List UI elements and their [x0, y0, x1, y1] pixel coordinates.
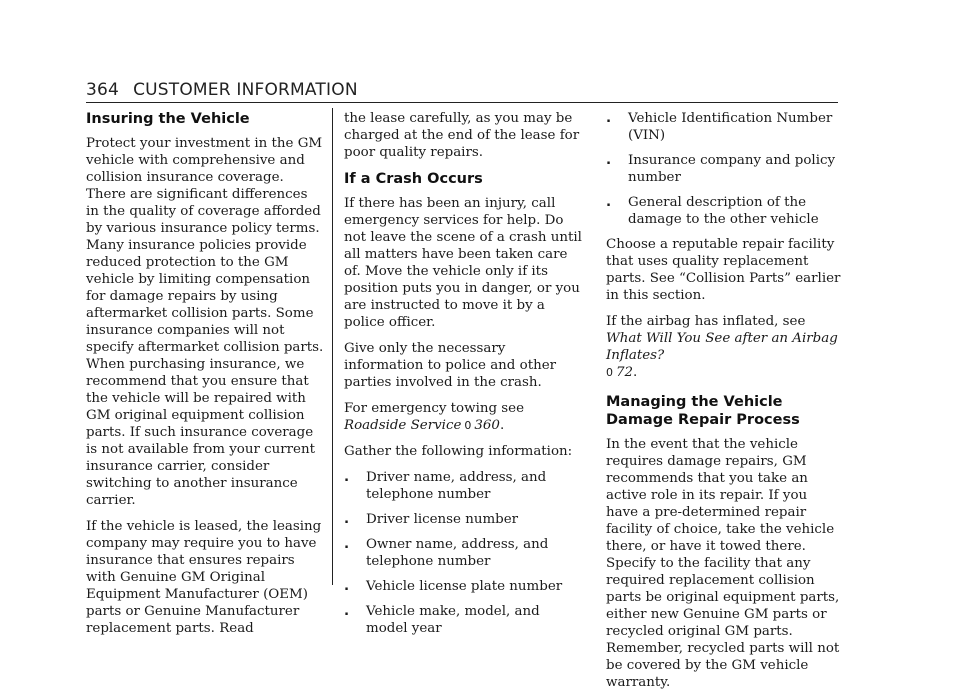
- airbag-reference: If the airbag has inflated, see What Will You See after an Airbag Inflates? 0 72.: [606, 314, 838, 380]
- list-item: . Driver license number: [344, 512, 519, 527]
- paragraph: In the event that the vehicle requires damage repairs, GM recommends that you take an active role in its repair. If you have a pre-determined repair facility of choice, take the vehicle there, or have it towed there. Specify to the facility that any required replacement collision parts be original equipment parts, either new Genuine GM parts or recycled original GM parts. Remember, recycled parts will not be covered by the GM vehicle warranty.: [606, 437, 840, 690]
- bullet-icon: .: [606, 195, 612, 210]
- bullet-icon: .: [606, 111, 612, 126]
- list-item: . Insurance company and policy number: [606, 153, 836, 185]
- page-ref-arrow-icon: 0: [606, 366, 613, 379]
- bullet-icon: .: [344, 537, 350, 552]
- column-1: [86, 110, 324, 646]
- heading-managing: Managing the Vehicle Damage Repair Process: [606, 394, 800, 428]
- list-item: . Vehicle Identification Number (VIN): [606, 111, 833, 143]
- paragraph: If there has been an injury, call emergency services for help. Do not leave the scene of a crash until all matters have been taken care of. Move the vehicle only if its position puts you in danger, or you are instructed to move it by a police officer.: [344, 196, 582, 330]
- paragraph: the lease carefully, as you may be charged at the end of the lease for poor quality repairs.: [344, 111, 580, 160]
- list-item: . General description of the damage to the other vehicle: [606, 195, 819, 227]
- page-number: 364: [86, 80, 120, 100]
- paragraph: Give only the necessary information to police and other parties involved in the crash.: [344, 341, 557, 390]
- page-ref[interactable]: 360: [474, 418, 500, 433]
- list-item: . Vehicle make, model, and model year: [344, 604, 540, 636]
- page-header: [86, 80, 358, 100]
- list-item: . Owner name, address, and telephone number: [344, 537, 549, 569]
- section-title: CUSTOMER INFORMATION: [133, 80, 358, 100]
- page-ref[interactable]: 72: [616, 365, 634, 380]
- heading-insuring: Insuring the Vehicle: [86, 111, 250, 127]
- paragraph: Gather the following information:: [344, 444, 573, 459]
- bullet-icon: .: [344, 579, 350, 594]
- list-item: . Vehicle license plate number: [344, 579, 563, 594]
- bullet-icon: .: [344, 470, 350, 485]
- list-item: . Driver name, address, and telephone number: [344, 470, 547, 502]
- towing-reference: For emergency towing see Roadside Service 0 360.: [344, 401, 525, 433]
- paragraph: Protect your investment in the GM vehicle with comprehensive and collision insurance coverage. There are significant differences in the quality of coverage afforded by various insurance policy terms. Many insurance policies provide reduced protection to the GM vehicle by limiting compensation for damage repairs by using aftermarket collision parts. Some insurance companies will not specify aftermarket collision parts. When purchasing insurance, we recommend that you ensure that the vehicle will be repaired with GM original equipment collision parts. If such insurance coverage is not available from your current insurance carrier, consider switching to another insurance carrier.: [86, 136, 324, 508]
- column-2: [344, 110, 584, 645]
- column-3: [606, 110, 842, 700]
- airbag-inflates-link[interactable]: What Will You See after an Airbag Inflates?: [606, 331, 838, 363]
- bullet-icon: .: [344, 604, 350, 619]
- bullet-icon: .: [606, 153, 612, 168]
- paragraph: If the vehicle is leased, the leasing company may require you to have insurance that ensures repairs with Genuine GM Original Equipment Manufacturer (OEM) parts or Genuine Manufacturer replacement parts. Read: [86, 519, 322, 636]
- bullet-icon: .: [344, 512, 350, 527]
- roadside-service-link[interactable]: Roadside Service: [344, 418, 462, 433]
- header-rule: [86, 102, 838, 103]
- column-divider: [332, 108, 333, 585]
- page-ref-arrow-icon: 0: [464, 419, 472, 432]
- heading-crash: If a Crash Occurs: [344, 171, 483, 187]
- paragraph: Choose a reputable repair facility that uses quality replacement parts. See “Collision Parts” earlier in this section.: [606, 237, 841, 303]
